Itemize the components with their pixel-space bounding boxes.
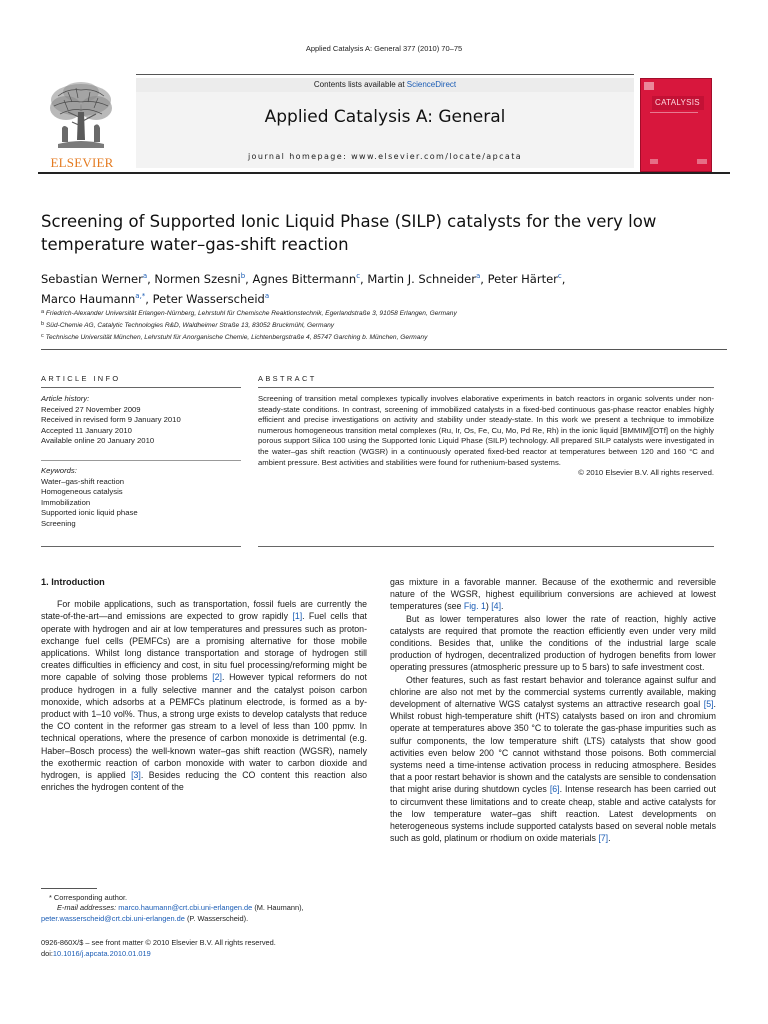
email-note: E-mail addresses: marco.haumann@crt.cbi.uni-erlangen.de (M. Haumann), (57, 903, 304, 913)
body-text: . (608, 833, 611, 844)
affiliation-mark: a (264, 292, 270, 300)
article-title-line-2: temperature water–gas-shift reaction (41, 235, 349, 254)
author[interactable]: Sebastian Werner$^a$ (41, 272, 148, 286)
article-info-rule (41, 387, 241, 388)
body-text: But as lower temperatures also lower the rate of reaction, highly active catalysts are required that promote the reaction efficiently even under very mild conditions. Besides that, unlike the conditions of the industrial large scale production of hydrogen, decentralized production of hydrogen benefits from lower operating pressures (atmospheric pressure up to 5 bars) to safe investment cost. (390, 613, 716, 673)
abstract-heading: ABSTRACT (258, 374, 317, 383)
history-item: Received 27 November 2009 (41, 404, 141, 414)
email-note-continued: peter.wasserscheid@crt.cbi.uni-erlangen.de (P. Wasserscheid). (41, 913, 249, 923)
body-text: . Whilst robust high-temperature shift (HTS) catalysts based on iron and chromium operate at temperatures above 350 °C to tolerate the gas-phase impurities such as sulfur components, the low temperature shift (LTS) catalysts that show good activities even below 200 °C cannot withstand those poisons. Both commercial systems need a time-intense activation process in reducing atmosphere. Besides that a poor restart behavior is shown and the catalysts are sensible to condensation that might arise during shutdown cycles (390, 699, 716, 795)
journal-homepage[interactable]: journal homepage: www.elsevier.com/locate/apcata (247, 152, 523, 161)
contents-text: Contents lists available at (313, 80, 407, 89)
article-info-heading: ARTICLE INFO (41, 374, 121, 383)
citation-link[interactable]: [5] (703, 699, 714, 710)
keyword: Water–gas-shift reaction (41, 476, 125, 486)
abstract-body: Screening of transition metal complexes typically involves elaborative experiments in batch reactors in organic solvents under non-steady-state conditions. In contrast, screening of immobilized catalysts in a fixed-bed continuous gas-phase reactor enables highly efficient and precise investigations on activity and stability under steady-state. In this work we present a technique to immobilize numerous homogeneous transition metal complexes (Ru, Ir, Os, Fe, Cu, Mo, Pd Re, Rh) in the ionic liquid [BMMIM][OTf] on the highly porous support Silica 100 using the Supported Ionic Liquid Phase (SILP) technology. All prepared SILP catalysts were investigated in the water–gas shift reaction (WGSR) in a continuously operated fixed-bed reactor at temperatures between 120 and 160 °C and ambient pressure. Best activities and stabilities were found for ruthenium-based systems. (258, 394, 714, 467)
affiliation-mark: c (356, 272, 361, 280)
abstract-bottom-rule (258, 546, 714, 547)
body-column-left (41, 576, 367, 793)
author[interactable]: Martin J. Schneider$^a$ (367, 272, 481, 286)
masthead-top-rule (136, 74, 634, 75)
sciencedirect-link[interactable]: ScienceDirect (406, 80, 457, 89)
author[interactable]: Marco Haumann$^{a,*}$ (41, 292, 146, 306)
body-text: . Intense research has been carried out to circumvent these limitations and to create cheap, stable and active catalysts for the low temperature water–gas shift reaction. Latest developments on heterogeneous systems include supported catalysts based on several noble metals such as gold, platinum or rhodium on oxide materials (390, 784, 716, 844)
article-title (41, 210, 727, 256)
affiliation-list (41, 307, 727, 343)
info-divider (41, 447, 241, 461)
affiliation-mark: a (142, 272, 148, 280)
history-item: Accepted 11 January 2010 (41, 425, 132, 435)
body-text: For mobile applications, such as transportation, fossil fuels are currently the state-of-the-art—and emissions are expected to grow rapidly (41, 599, 367, 622)
footnotes (41, 893, 371, 924)
author[interactable]: Agnes Bittermann$^c$ (252, 272, 361, 286)
citation-link[interactable]: [4] (491, 601, 502, 612)
keyword: Homogeneous catalysis (41, 487, 123, 497)
keyword: Immobilization (41, 497, 91, 507)
body-text: . However typical reformers do not produce hydrogen in a fully selective manner and the catalyst poison carbon monoxide, which adsorbs at a PEMFCs platinum electrode, is formed as a by-product with 1–10 vol%. Thus, a strong urge exists to develop catalysts that reduce the CO content in the reformer gas stream to a level of less than 100 ppmv. In technical operations, where the presence of carbon monoxide is detrimental (e.g. Haber–Bosch process) the well-known water–gas shift reaction (WGSR), namely the exothermic reaction of carbon monoxide with water to carbon dioxide and hydrogen, is applied (41, 672, 367, 781)
section-heading: 1. Introduction (41, 577, 105, 587)
info-bottom-rule (41, 546, 241, 547)
author-list: Sebastian Werner$^a$, Normen Szesni$^b$, Agnes Bittermann$^c$, Martin J. Schneider$^a$, Peter Härter$^c$, Marco Haumann$^{a,*}$, Peter Wasserscheid$^a$ (41, 272, 566, 306)
body-text: . Besides reducing the CO content this reaction also enriches the hydrogen content of the (41, 770, 367, 793)
citation-link[interactable]: [3] (131, 770, 141, 781)
affiliation-mark: b (240, 272, 246, 280)
cover-artwork-icon (641, 79, 712, 172)
citation-link[interactable]: [6] (549, 784, 560, 795)
keyword: Supported ionic liquid phase (41, 508, 138, 518)
journal-cover (640, 78, 712, 172)
abstract (258, 394, 714, 479)
body-text: . (501, 601, 504, 612)
abstract-copyright: © 2010 Elsevier B.V. All rights reserved. (578, 468, 714, 478)
affiliation: $^b$ Süd-Chemie AG, Catalytic Technologies R&D, Waldheimer Straße 13, 83052 Bruckmühl, Germany (41, 321, 335, 329)
affiliation-mark: c (557, 272, 562, 280)
affiliation: $^a$ Friedrich-Alexander Universität Erlangen-Nürnberg, Lehrstuhl für Chemische Reaktionstechnik, Egerlandstraße 3, 91058 Erlangen, Germany (41, 309, 457, 317)
affiliation-divider (41, 349, 727, 350)
abstract-rule (258, 387, 714, 388)
body-paragraph (390, 613, 716, 674)
author[interactable]: Peter Wasserscheid$^a$ (152, 292, 270, 306)
article-info (41, 394, 241, 530)
journal-name: Applied Catalysis A: General (264, 107, 506, 127)
citation-link[interactable]: [1] (292, 611, 303, 622)
email-link[interactable]: marco.haumann@crt.cbi.uni-erlangen.de (118, 903, 253, 913)
publisher-logo (38, 78, 124, 170)
body-text: ) (485, 601, 492, 612)
citation-link[interactable]: [2] (212, 672, 222, 683)
affiliation: $^c$ Technische Universität München, Lehrstuhl für Anorganische Chemie, Lichtenbergstraße 4, 85747 Garching b. München, Germany (41, 333, 428, 341)
masthead-bottom-rule (38, 172, 730, 174)
body-paragraph (390, 576, 716, 613)
issn-line: 0926-860X/$ – see front matter © 2010 Elsevier B.V. All rights reserved. (41, 938, 276, 947)
keyword: Screening (41, 518, 76, 528)
affiliation-mark: a (475, 272, 481, 280)
history-item: Received in revised form 9 January 2010 (41, 415, 181, 425)
body-text: gas mixture in a favorable manner. Because of the exothermic and reversible nature of the WGSR, highest equilibrium conversions are achieved at lowest temperatures (see (390, 577, 716, 612)
body-paragraph (41, 598, 367, 793)
footnote-rule (41, 888, 97, 889)
masthead-center (136, 92, 634, 168)
history-label: Article history: (41, 394, 90, 403)
affiliation-mark: a,* (135, 292, 146, 300)
tree-emblem-icon (38, 78, 124, 156)
doi-line: doi:10.1016/j.apcata.2010.01.019 (41, 948, 151, 958)
journal-masthead (38, 74, 730, 174)
cover-title: CATALYSIS (655, 98, 700, 107)
author[interactable]: Peter Härter$^c$ (487, 272, 562, 286)
corresponding-note: * Corresponding author. (49, 893, 128, 902)
front-matter (41, 938, 371, 959)
citation-link[interactable]: [7] (598, 833, 609, 844)
publisher-wordmark: ELSEVIER (50, 155, 114, 170)
contents-band (136, 78, 634, 92)
author[interactable]: Normen Szesni$^b$ (154, 272, 246, 286)
article-title-line-1: Screening of Supported Ionic Liquid Phase (SILP) catalysts for the very low (41, 212, 657, 231)
citation-link[interactable]: Fig. 1 (463, 601, 486, 612)
body-text: . Fuel cells that operate with hydrogen and air at low temperatures and pressures such as proton-exchange fuel cells (PEMFCs) are a promising alternative for those mobile applications. Whilst long distance transportation and storage of hydrogen still creates difficulties in efficiency and cost, in situ fuel processing/reforming might be more capable of solving those problems (41, 611, 367, 683)
body-paragraph (390, 674, 716, 845)
keywords-label: Keywords: (41, 465, 77, 475)
running-head: Applied Catalysis A: General 377 (2010) 70–75 (305, 44, 463, 53)
history-item: Available online 20 January 2010 (41, 436, 155, 446)
body-text: Other features, such as fast restart behavior and tolerance against sulfur and chlorine are also not met by the commercial systems currently available, making development of alternative WGS catalyst systems an attractive research goal (390, 674, 716, 710)
email-link[interactable]: peter.wasserscheid@crt.cbi.uni-erlangen.de (41, 913, 185, 923)
doi-link[interactable]: 10.1016/j.apcata.2010.01.019 (52, 948, 151, 958)
body-column-right (390, 576, 716, 844)
